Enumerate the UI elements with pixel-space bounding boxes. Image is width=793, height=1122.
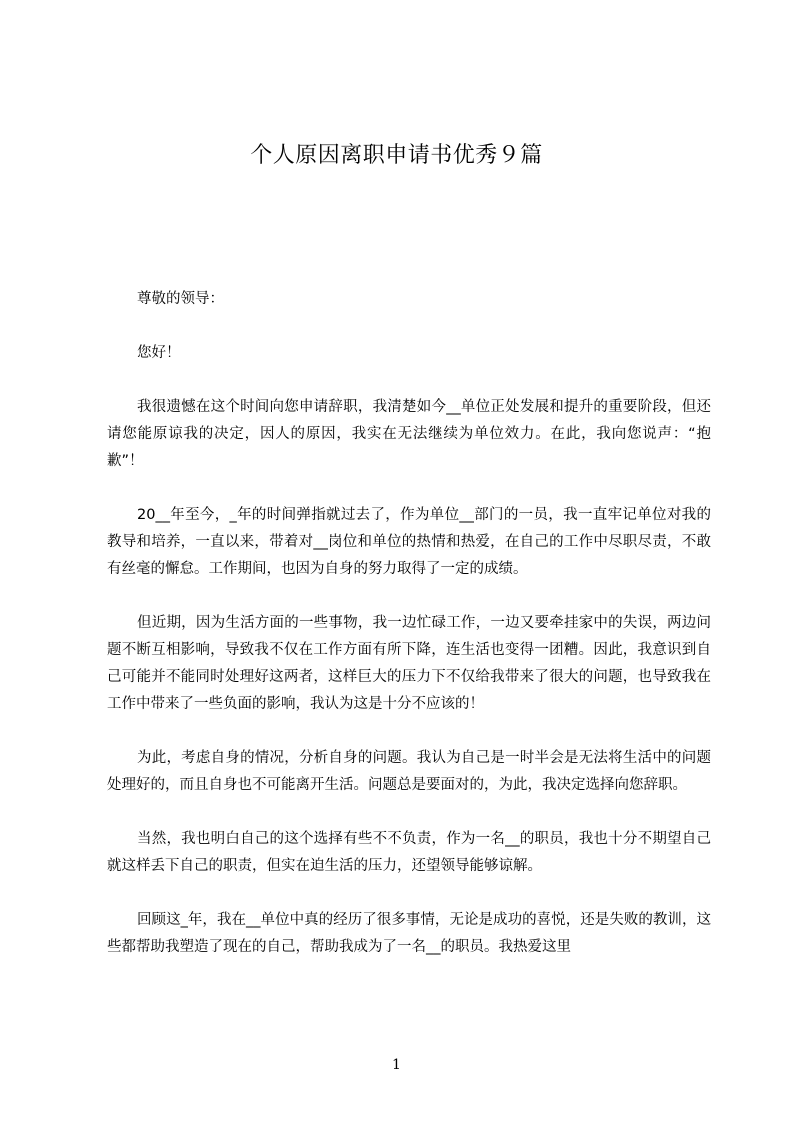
greeting: 您好！ bbox=[137, 345, 181, 361]
salutation: 尊敬的领导： bbox=[137, 291, 224, 307]
paragraph: 20__年至今，_年的时间弹指就过去了，作为单位__部门的一员，我一直牢记单位对我的教导和培养，一直以来，带着对__岗位和单位的热情和热爱，在自己的工作中尽职尽责，不敢有丝毫的懈怠。工作期间，也因为自身的努力取得了一定的成绩。 bbox=[107, 507, 711, 577]
paragraph: 当然，我也明白自己的这个选择有些不不负责，作为一名__的职员，我也十分不期望自己就这样丢下自己的职责，但实在迫生活的压力，还望领导能够谅解。 bbox=[107, 831, 711, 874]
paragraph: 为此，考虑自身的情况，分析自身的问题。我认为自己是一时半会是无法将生活中的问题处理好的，而且自身也不可能离开生活。问题总是要面对的，为此，我决定选择向您辞职。 bbox=[107, 750, 711, 793]
document-title: 个人原因离职申请书优秀９篇 bbox=[250, 143, 543, 168]
page-number: 1 bbox=[392, 1057, 401, 1073]
paragraph: 我很遗憾在这个时间向您申请辞职，我清楚如今__单位正处发展和提升的重要阶段，但还请您能原谅我的决定，因人的原因，我实在无法继续为单位效力。在此，我向您说声：“抱歉”！ bbox=[107, 399, 711, 469]
document-body bbox=[107, 286, 711, 988]
paragraph: 回顾这_年，我在__单位中真的经历了很多事情，无论是成功的喜悦，还是失败的教训，这些都帮助我塑造了现在的自己，帮助我成为了一名__的职员。我热爱这里 bbox=[107, 912, 711, 955]
paragraph: 但近期，因为生活方面的一些事物，我一边忙碌工作，一边又要牵挂家中的失误，两边问题不断互相影响，导致我不仅在工作方面有所下降，连生活也变得一团糟。因此，我意识到自己可能并不能同时处理好这两者，这样巨大的压力下不仅给我带来了很大的问题，也导致我在工作中带来了一些负面的影响，我认为这是十分不应该的！ bbox=[107, 615, 711, 712]
